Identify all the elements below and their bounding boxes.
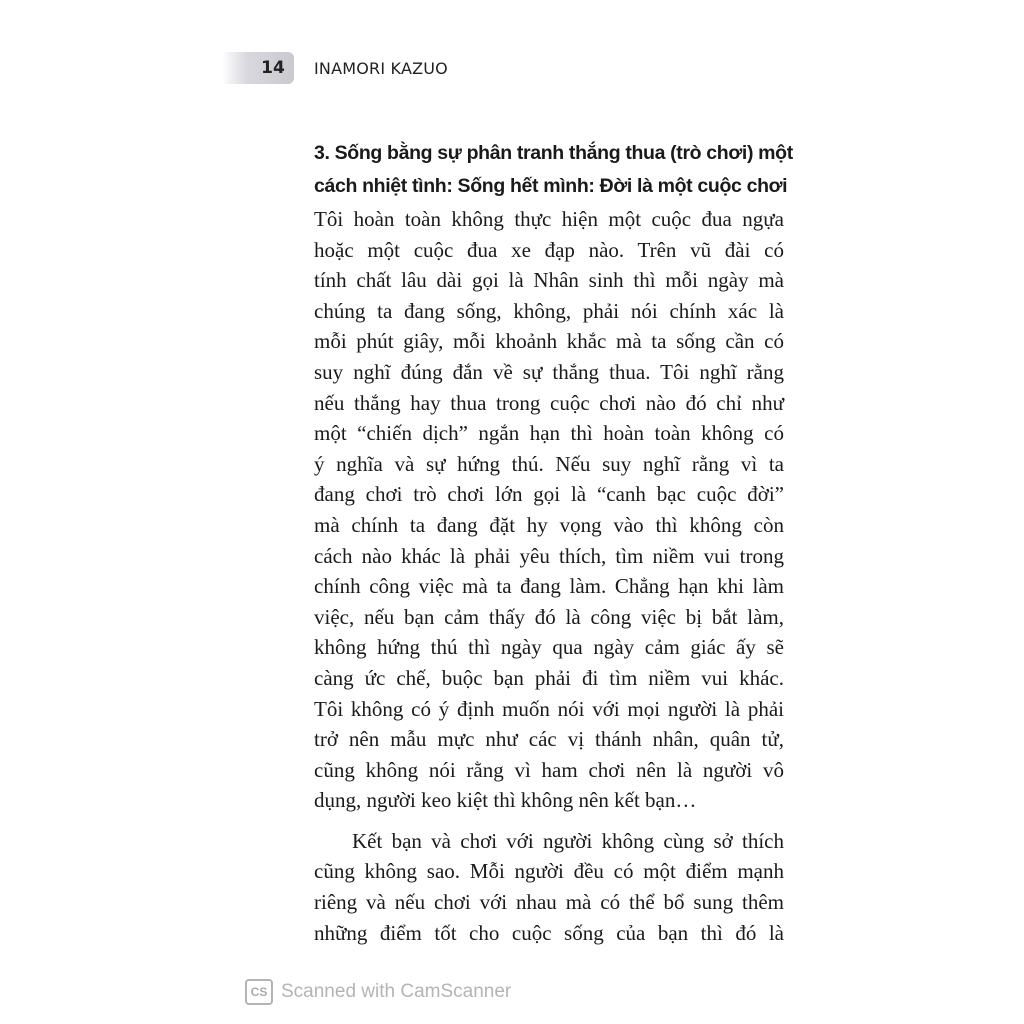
text-line: Tôi hoàn toàn không thực hiện một cuộc đua ngựa [314, 207, 784, 231]
paragraph-1 [314, 204, 784, 816]
camscanner-logo-icon: CS [245, 979, 273, 1005]
paragraph-gap [314, 816, 784, 826]
section-heading [314, 137, 793, 203]
body-text [314, 204, 784, 948]
text-line: Kết bạn và chơi với người không cùng sở thích [352, 828, 784, 853]
text-line: chúng ta đang sống, không, phải nói chính xác là [314, 298, 784, 323]
text-line: hoặc một cuộc đua xe đạp nào. Trên vũ đài có [314, 237, 784, 262]
text-line: cách nào khác là phải yêu thích, tìm niềm vui trong [314, 543, 784, 568]
text-line: những điểm tốt cho cuộc sống của bạn thì đó là [314, 920, 784, 945]
text-line: nếu thắng hay thua trong cuộc chơi nào đó chỉ như [314, 390, 784, 415]
text-line: suy nghĩ đúng đắn về sự thắng thua. Tôi nghĩ rằng [314, 359, 784, 384]
text-line: mà chính ta đang đặt hy vọng vào thì không còn [314, 512, 784, 537]
text-line: cũng không sao. Mỗi người đều có một điểm mạnh [314, 859, 784, 884]
text-line: chính công việc mà ta đang làm. Chẳng hạn khi làm [314, 574, 784, 599]
watermark-text: Scanned with CamScanner [281, 981, 512, 1002]
section-heading-line: 3. Sống bằng sự phân tranh thắng thua (trò chơi) một [314, 142, 793, 164]
text-line: trở nên mẫu mực như các vị thánh nhân, quân tử, [314, 727, 784, 752]
text-line: mỗi phút giây, mỗi khoảnh khắc mà ta sống cần có [314, 329, 784, 354]
section-heading-line: cách nhiệt tình: Sống hết mình: Đời là một cuộc chơi [314, 175, 788, 197]
running-head-author: INAMORI KAZUO [314, 59, 448, 78]
text-line: việc, nếu bạn cảm thấy đó là công việc bị bắt làm, [314, 604, 784, 629]
text-line: càng ức chế, buộc bạn phải đi tìm niềm vui khác. [314, 665, 784, 690]
text-line: dụng, người keo kiệt thì không nên kết bạn… [314, 788, 697, 813]
text-line: một “chiến dịch” ngắn hạn thì hoàn toàn không có [314, 421, 784, 446]
camscanner-watermark [245, 978, 511, 1006]
page-number: 14 [261, 58, 285, 78]
text-line: Tôi không có ý định muốn nói với mọi người là phải [314, 696, 784, 721]
text-line: tính chất lâu dài gọi là Nhân sinh thì mỗi ngày mà [314, 268, 784, 293]
text-line: riêng và nếu chơi với nhau mà có thể bổ sung thêm [314, 890, 784, 915]
text-line: không hứng thú thì ngày qua ngày cảm giác ấy sẽ [314, 635, 784, 660]
paragraph-2 [314, 826, 784, 948]
text-line: ý nghĩa và sự hứng thú. Nếu suy nghĩ rằng vì ta [314, 451, 784, 476]
text-line: đang chơi trò chơi lớn gọi là “canh bạc cuộc đời” [314, 482, 784, 507]
text-line: cũng không nói rằng vì ham chơi nên là người vô [314, 757, 784, 782]
